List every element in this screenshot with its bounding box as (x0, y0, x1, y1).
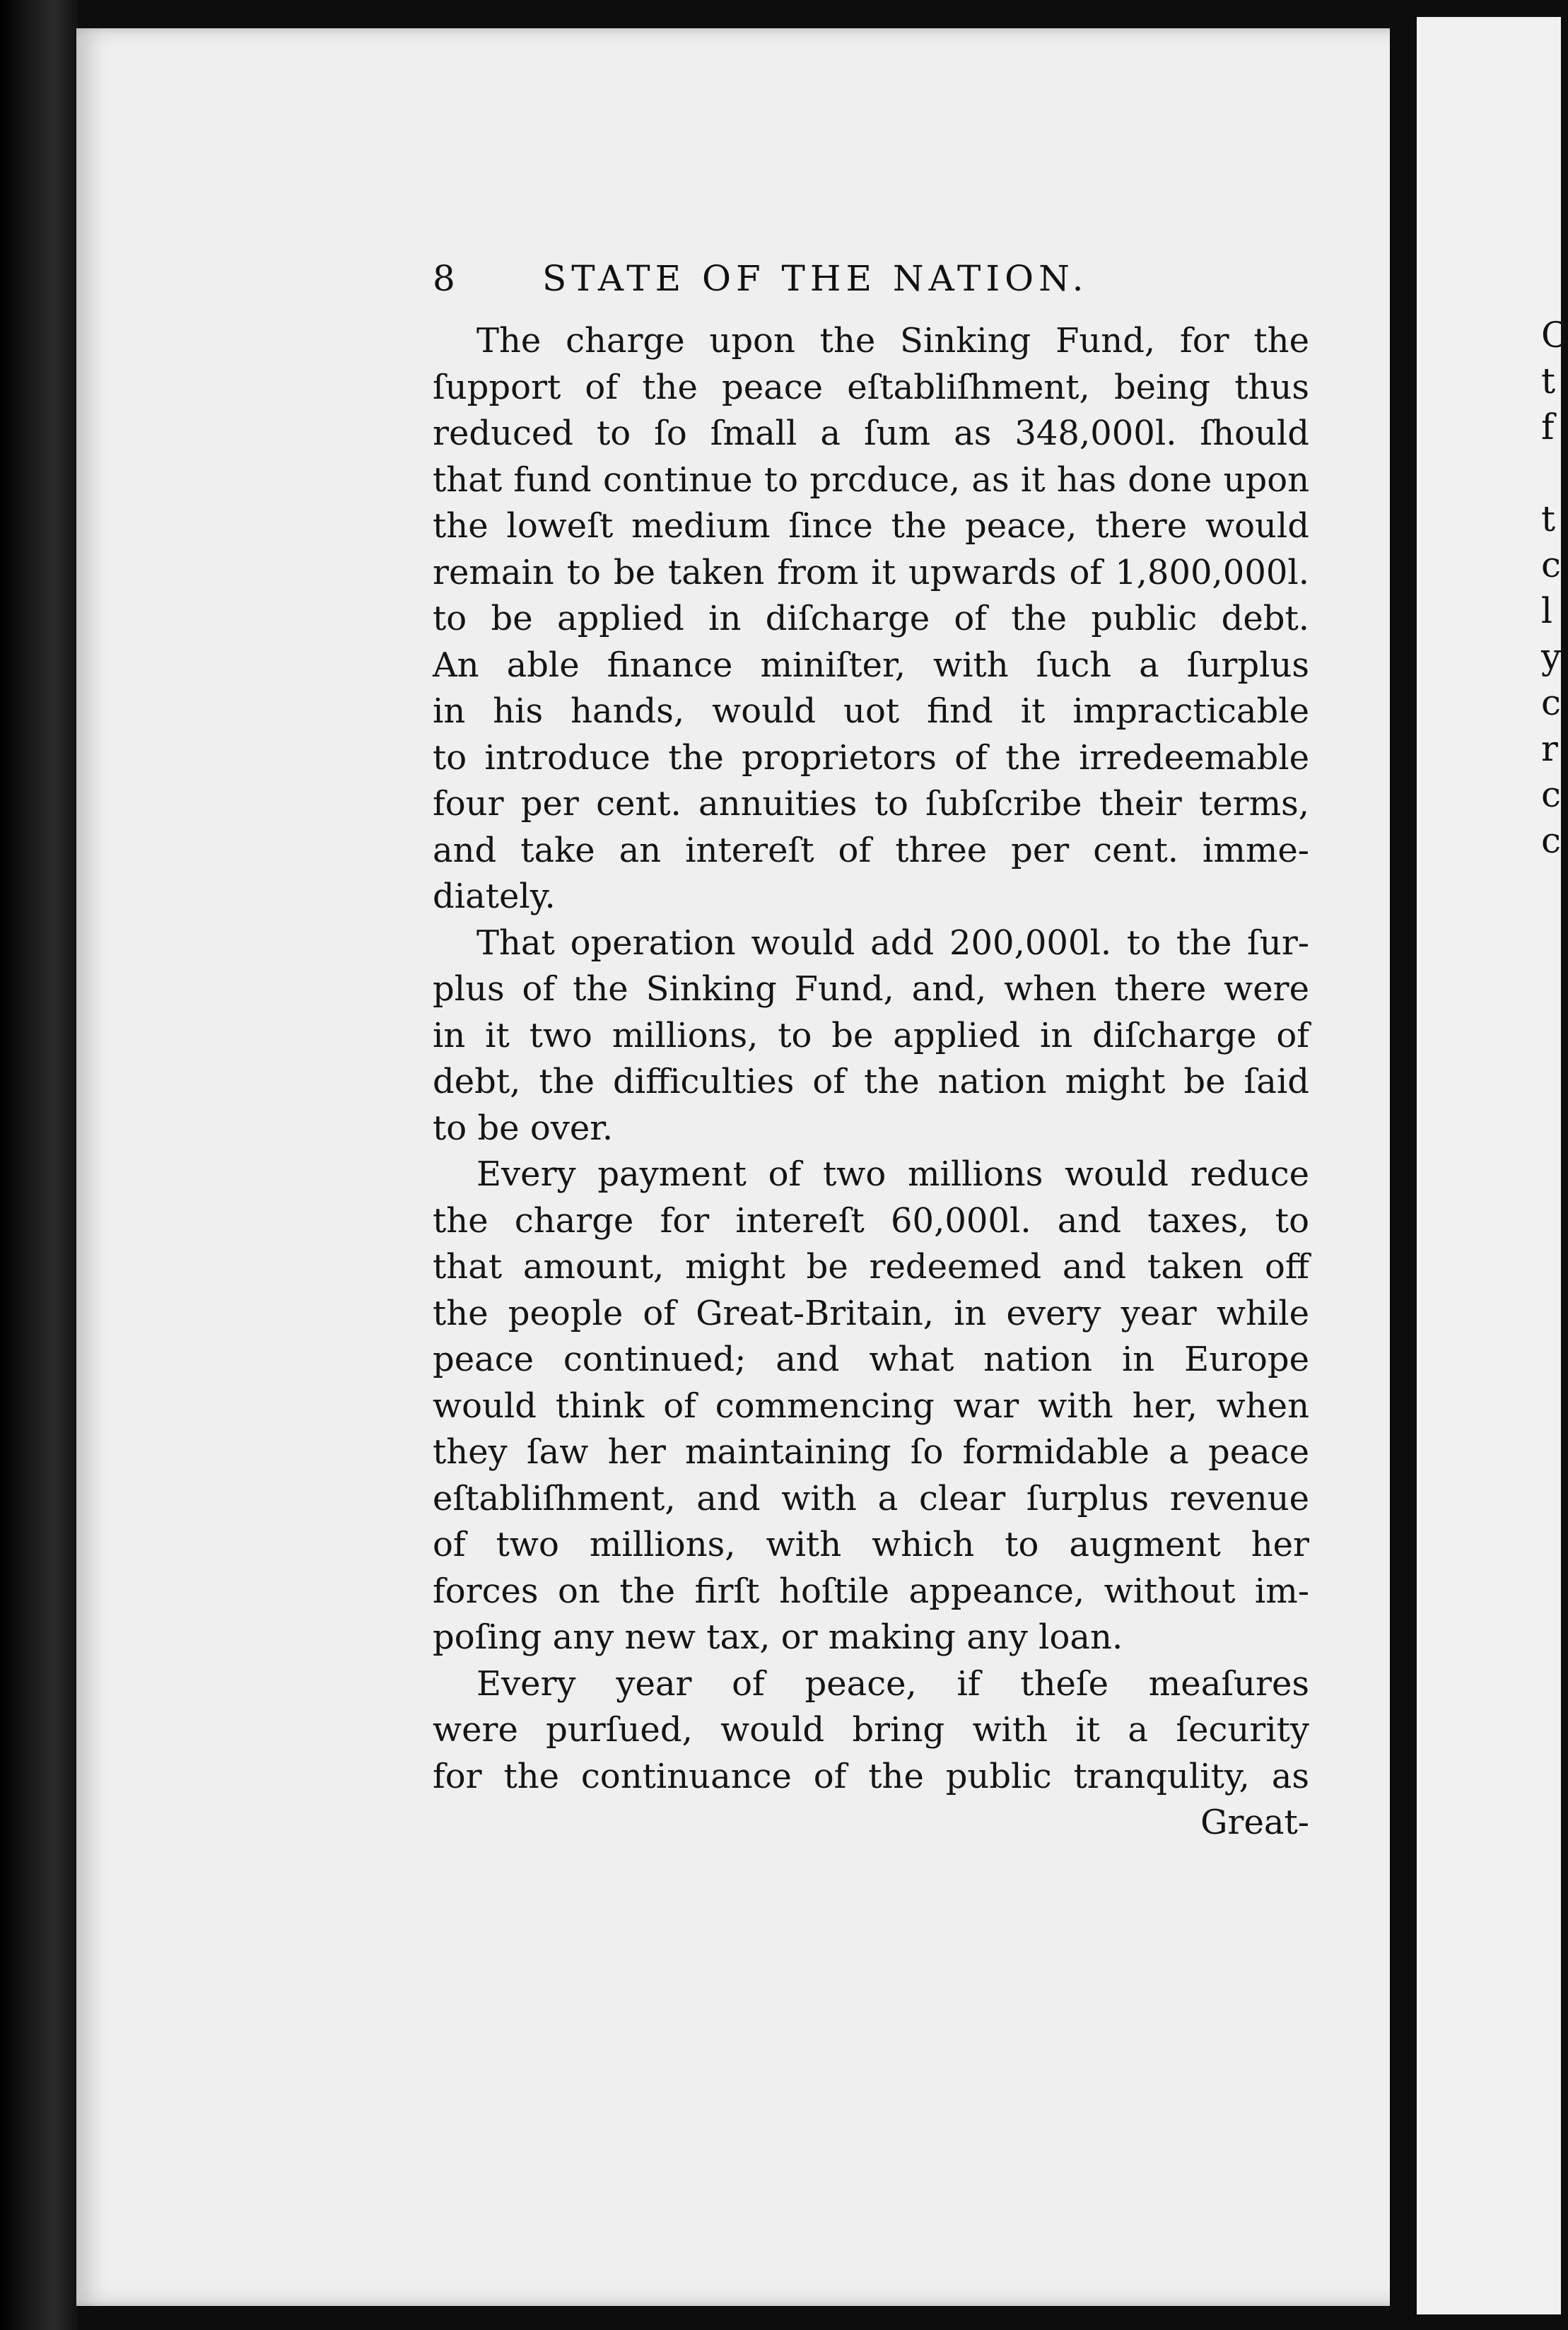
facing-page-letter: t (1541, 498, 1556, 539)
catchword: Great- (1200, 1803, 1309, 1842)
text-line: peace continued; and what nation in Europe (433, 1340, 1309, 1379)
text-line: plus of the Sinking Fund, and, when there were (433, 969, 1309, 1009)
text-line: poſing any new tax, or making any loan. (433, 1617, 1123, 1657)
text-line: would think of commencing war with her, when (433, 1386, 1309, 1426)
running-title: STATE OF THE NATION. (542, 258, 1089, 299)
text-line: diately. (433, 877, 556, 916)
facing-page-letter: c (1541, 544, 1562, 585)
facing-page-letter: c (1541, 774, 1562, 815)
facing-page-letter: c (1541, 820, 1562, 861)
text-line: and take an intereſt of three per cent. imme- (433, 830, 1309, 870)
text-line: four per cent. annuities to ſubſcribe their terms, (433, 784, 1309, 824)
text-line: ſupport of the peace eſtabliſhment, being thus (433, 367, 1309, 407)
text-line: forces on the firſt hoſtile appeance, without im- (433, 1571, 1309, 1611)
text-line: for the continuance of the public tranqulity, as (433, 1756, 1309, 1796)
text-line: remain to be taken from it upwards of 1,800,000l. (433, 552, 1309, 592)
text-line: to be applied in diſcharge of the public debt. (433, 599, 1309, 638)
facing-page-letter: r (1541, 728, 1558, 769)
facing-page-edge (1417, 17, 1561, 2314)
text-line: in it two millions, to be applied in diſcharge of (433, 1015, 1309, 1055)
text-line: That operation would add 200,000l. to the ſur- (476, 923, 1309, 963)
running-header (433, 258, 1309, 315)
text-line: eſtabliſhment, and with a clear ſurplus revenue (433, 1478, 1309, 1518)
facing-page-letter: c (1541, 682, 1562, 723)
text-line: that fund continue to prcduce, as it has done upon (433, 459, 1309, 500)
book-binding (0, 0, 78, 2330)
text-line: the charge for intereſt 60,000l. and taxes, to (433, 1200, 1309, 1241)
text-line: An able finance miniſter, with ſuch a ſurplus (433, 645, 1309, 685)
text-line: to introduce the proprietors of the irredeemable (433, 737, 1309, 778)
text-line: the people of Great-Britain, in every year while (433, 1293, 1309, 1333)
facing-page-letter: y (1541, 636, 1562, 677)
text-line: that amount, might be redeemed and taken off (433, 1247, 1309, 1287)
text-line: The charge upon the Sinking Fund, for the (476, 321, 1309, 361)
text-line: they ſaw her maintaining ſo formidable a peace (433, 1432, 1309, 1472)
page-gutter (1390, 0, 1417, 2330)
facing-page-letter: t (1541, 361, 1556, 402)
text-line: reduced to ſo ſmall a ſum as 348,000l. ſhould (433, 414, 1309, 453)
text-line: in his hands, would uot find it impracticable (433, 691, 1309, 731)
facing-page-letter: l (1541, 590, 1552, 631)
text-line: Every payment of two millions would reduce (476, 1154, 1309, 1194)
text-line: to be over. (433, 1108, 614, 1148)
text-line: of two millions, with which to augment her (433, 1525, 1309, 1564)
text-line: debt, the difficulties of the nation might be ſaid (433, 1062, 1309, 1101)
text-line: Every year of peace, if theſe meaſures (476, 1663, 1309, 1704)
facing-page-letter: C (1541, 315, 1568, 356)
body-text (433, 318, 1309, 1846)
text-line: the loweſt medium ſince the peace, there would (433, 506, 1309, 546)
facing-page-letter: f (1541, 406, 1555, 447)
page-number: 8 (433, 258, 455, 299)
text-line: were purſued, would bring with it a ſecurity (433, 1710, 1309, 1750)
